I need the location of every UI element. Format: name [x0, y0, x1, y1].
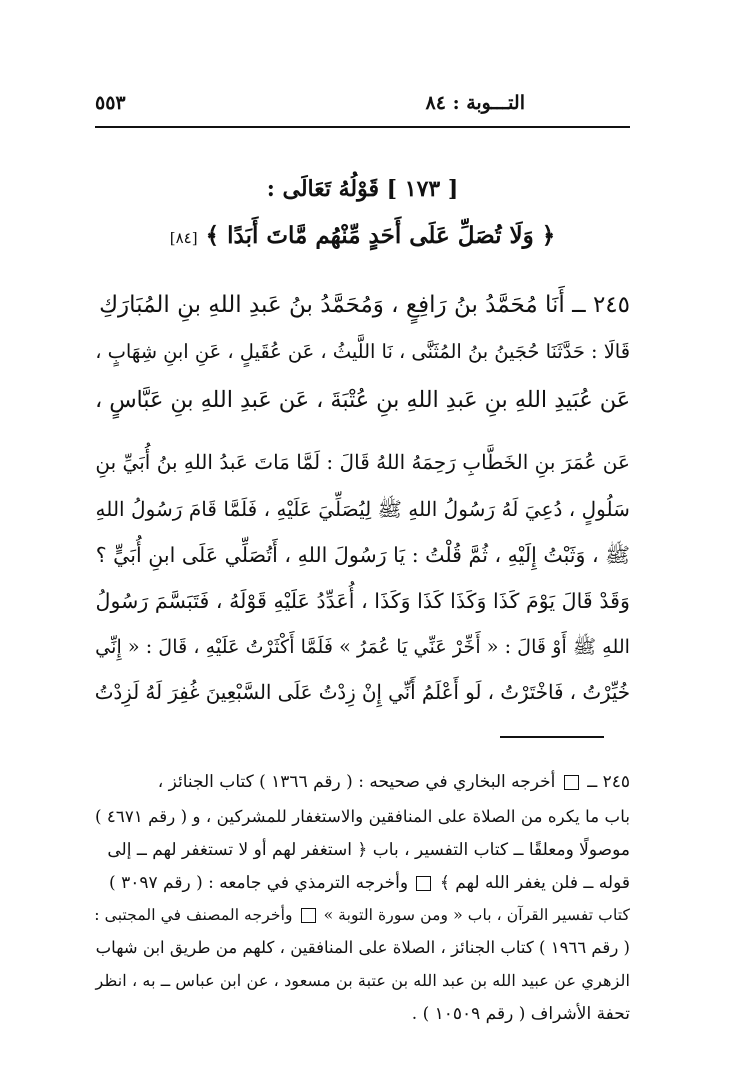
footnote-line: باب ما يكره من الصلاة على المنافقين والاستغفار للمشركين ، و ( رقم ٤٦٧١ ) [95, 806, 630, 826]
matn-line: خُيِّرْتُ ، فَاخْتَرْتُ ، لَو أَعْلَمُ أَنِّي إِنْ زِدْتُ عَلَى السَّبْعِينَ غُفِرَ لَهُ لَزِدْتُ [94, 681, 630, 704]
footnote-line [109, 872, 630, 893]
footnote-line: موصولًا ومعلقًا ــ كتاب التفسير ، باب ﴿ استغفر لهم أو لا تستغفر لهم ــ إلى [107, 840, 630, 860]
verse-reference: [٨٤] [169, 229, 198, 247]
footnote-line: ( رقم ١٩٦٦ ) كتاب الجنائز ، الصلاة على المنافقين ، كلهم من طريق ابن شهاب [95, 938, 630, 957]
footnote-number: ٢٤٥ ــ [587, 772, 630, 792]
footnote-line [158, 772, 630, 792]
footnote-text: وأخرجه المصنف في المجتبى : [94, 905, 293, 924]
matn-line: سَلُولٍ ، دُعِيَ لَهُ رَسُولُ اللهِ ﷺ لِيُصَلِّيَ عَلَيْهِ ، فَلَمَّا قَامَ رَسُولُ اللهِ [95, 497, 630, 521]
footnote-rule [500, 736, 604, 738]
matn-line: وَقَدْ قَالَ يَوْمَ كَذَا وَكَذَا كَذَا وَكَذَا ، أُعَدِّدُ عَلَيْهِ قَوْلَهُ ، فَتَبَسَّمَ رَسُولُ [95, 589, 630, 613]
quran-verse [95, 222, 630, 249]
footnote-line: الزهري عن عبيد الله بن عبد الله بن عتبة بن مسعود ، عن ابن عباس ــ به ، انظر [95, 971, 630, 990]
footnote-text: وأخرجه الترمذي في جامعه : ( رقم ٣٠٩٧ ) [109, 873, 409, 893]
square-marker-icon [301, 908, 316, 923]
header-title: التـــوبة : ٨٤ [425, 92, 525, 114]
matn-line: ﷺ ، وَثَبْتُ إِلَيْهِ ، ثُمَّ قُلْتُ : يَا رَسُولَ اللهِ ، أَتُصَلِّي عَلَى ابنِ أُبَيٍّ ؟ [95, 543, 630, 567]
square-marker-icon [564, 775, 579, 790]
footnote-text: قوله ــ فلن يغفر الله لهم ﴾ [439, 873, 630, 893]
footnote-line [94, 905, 630, 924]
isnad-line: قَالَا : حَدَّثَنَا حُجَينُ بنُ المُثَنَّى ، نَا اللَّيثُ ، عَن عُقَيلٍ ، عَنِ ابنِ شِهَابٍ ، [95, 340, 630, 363]
matn-line: اللهِ ﷺ أَوْ قَالَ : « أَخِّرْ عَنِّي يَا عُمَرُ » فَلَمَّا أَكْثَرْتُ عَلَيْهِ ، قَالَ : « إِنِّي [95, 635, 630, 658]
running-header [95, 92, 630, 116]
page-number: ٥٥٣ [95, 92, 126, 114]
header-rule [95, 126, 630, 128]
isnad-line: عَن عُبَيدِ اللهِ بنِ عَبدِ اللهِ بنِ عُتْبَةَ ، عَن عَبدِ اللهِ بنِ عَبَّاسٍ ، [94, 387, 630, 413]
footnote-line: تحفة الأشراف ( رقم ١٠٥٠٩ ) . [411, 1004, 630, 1024]
square-marker-icon [416, 876, 431, 891]
verse-text: ﴿ وَلَا تُصَلِّ عَلَى أَحَدٍ مِّنْهُم مَّاتَ أَبَدًا ﴾ [205, 222, 556, 249]
chapter-heading: [ ١٧٣ ] قَوْلُهُ تَعَالَى : [266, 176, 459, 202]
isnad-line: ٢٤٥ ــ أَنَا مُحَمَّدُ بنُ رَافِعٍ ، وَمُحَمَّدُ بنُ عَبدِ اللهِ بنِ المُبَارَكِ [99, 292, 630, 318]
footnote-text: أخرجه البخاري في صحيحه : ( رقم ١٣٦٦ ) كتاب الجنائز ، [157, 772, 556, 792]
matn-line: عَن عُمَرَ بنِ الخَطَّابِ رَحِمَهُ اللهُ قَالَ : لَمَّا مَاتَ عَبدُ اللهِ بنُ أُبَيِّ بنِ [95, 450, 630, 474]
footnote-text: كتاب تفسير القرآن ، باب « ومن سورة التوبة » [323, 905, 630, 924]
